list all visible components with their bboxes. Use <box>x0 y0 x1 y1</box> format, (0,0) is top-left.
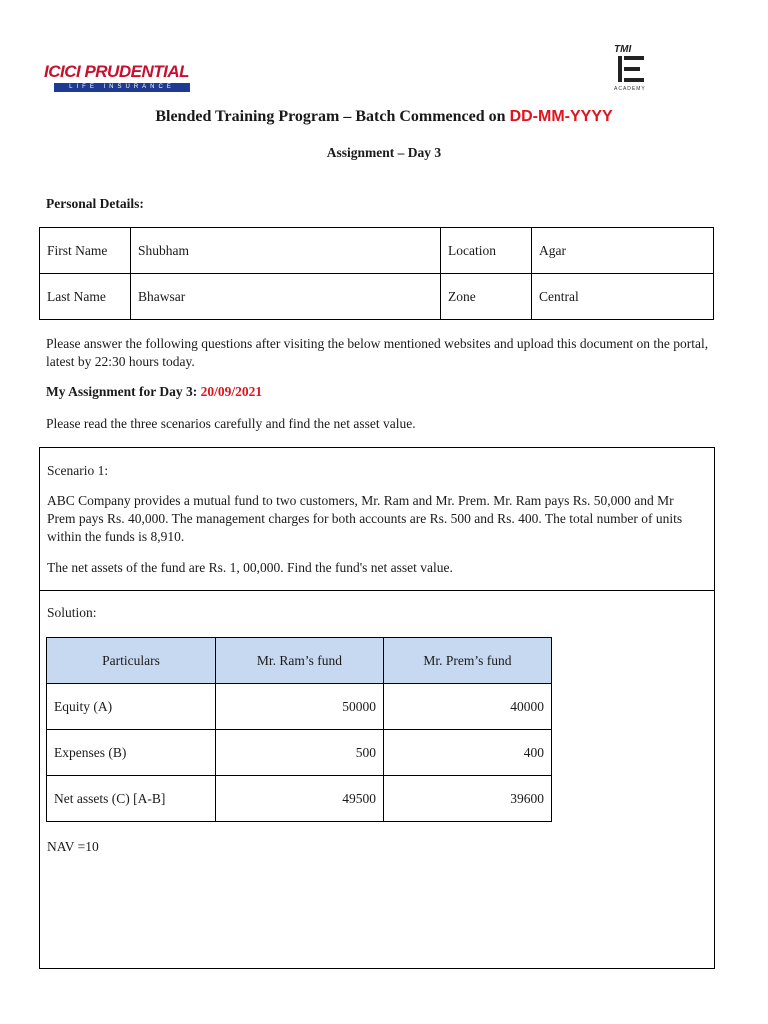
assignment-instruction: Please read the three scenarios carefully and find the net asset value. <box>46 416 416 431</box>
tmi-logo-text: TMI <box>614 44 632 55</box>
page-title <box>0 108 768 126</box>
solution-box <box>39 590 715 969</box>
logo-tagline: LIFE INSURANCE <box>54 83 190 92</box>
last-name-label: Last Name <box>40 274 131 320</box>
personal-details-table <box>39 227 714 320</box>
table-row <box>40 228 714 274</box>
first-name-label: First Name <box>40 228 131 274</box>
title-date: DD-MM-YYYY <box>509 108 613 125</box>
title-text: Blended Training Program – Batch Commenced on <box>155 108 510 125</box>
zone-value: Central <box>532 274 714 320</box>
nav-calculation-table <box>46 637 552 822</box>
assignment-label: My Assignment for Day 3: <box>46 384 201 399</box>
tmi-logo-mark <box>618 56 646 82</box>
page-subtitle: Assignment – Day 3 <box>326 145 442 160</box>
intro-paragraph: Please answer the following questions after visiting the below mentioned websites and upload this document on the portal, latest by 22:30 hours today. <box>46 336 709 369</box>
scenario-box <box>39 447 715 591</box>
personal-details-heading: Personal Details: <box>46 196 144 211</box>
last-name-value: Bhawsar <box>131 274 441 320</box>
scenario-body: ABC Company provides a mutual fund to two customers, Mr. Ram and Mr. Prem. Mr. Ram pays Rs. 50,000 and Mr Prem pays Rs. 40,000. The management charges for both accounts are Rs. 500 and Rs. 400. The total number of units within the funds is 8,910. <box>47 493 683 544</box>
tmi-academy-logo <box>606 44 652 96</box>
row-label: Expenses (B) <box>47 730 216 776</box>
header-prem-fund: Mr. Prem’s fund <box>384 638 552 684</box>
header-ram-fund: Mr. Ram’s fund <box>216 638 384 684</box>
ram-value: 50000 <box>216 684 384 730</box>
table-row <box>40 274 714 320</box>
scenario-question: The net assets of the fund are Rs. 1, 00,000. Find the fund's net asset value. <box>47 560 453 575</box>
icici-prudential-logo <box>44 62 206 98</box>
solution-label: Solution: <box>47 605 97 620</box>
table-row <box>47 776 552 822</box>
zone-label: Zone <box>441 274 532 320</box>
prem-value: 39600 <box>384 776 552 822</box>
assignment-heading <box>46 384 262 400</box>
location-label: Location <box>441 228 532 274</box>
row-label: Equity (A) <box>47 684 216 730</box>
row-label: Net assets (C) [A-B] <box>47 776 216 822</box>
table-row <box>47 730 552 776</box>
logo-brand-text: ICICI PRUDENTIAL <box>44 62 189 81</box>
location-value: Agar <box>532 228 714 274</box>
ram-value: 49500 <box>216 776 384 822</box>
prem-value: 40000 <box>384 684 552 730</box>
assignment-date: 20/09/2021 <box>200 384 263 399</box>
scenario-title: Scenario 1: <box>47 463 109 478</box>
table-header-row <box>47 638 552 684</box>
first-name-value: Shubham <box>131 228 441 274</box>
table-row <box>47 684 552 730</box>
header-particulars: Particulars <box>47 638 216 684</box>
tmi-logo-sub: ACADEMY <box>614 86 646 92</box>
ram-value: 500 <box>216 730 384 776</box>
nav-result: NAV =10 <box>47 839 99 854</box>
prem-value: 400 <box>384 730 552 776</box>
